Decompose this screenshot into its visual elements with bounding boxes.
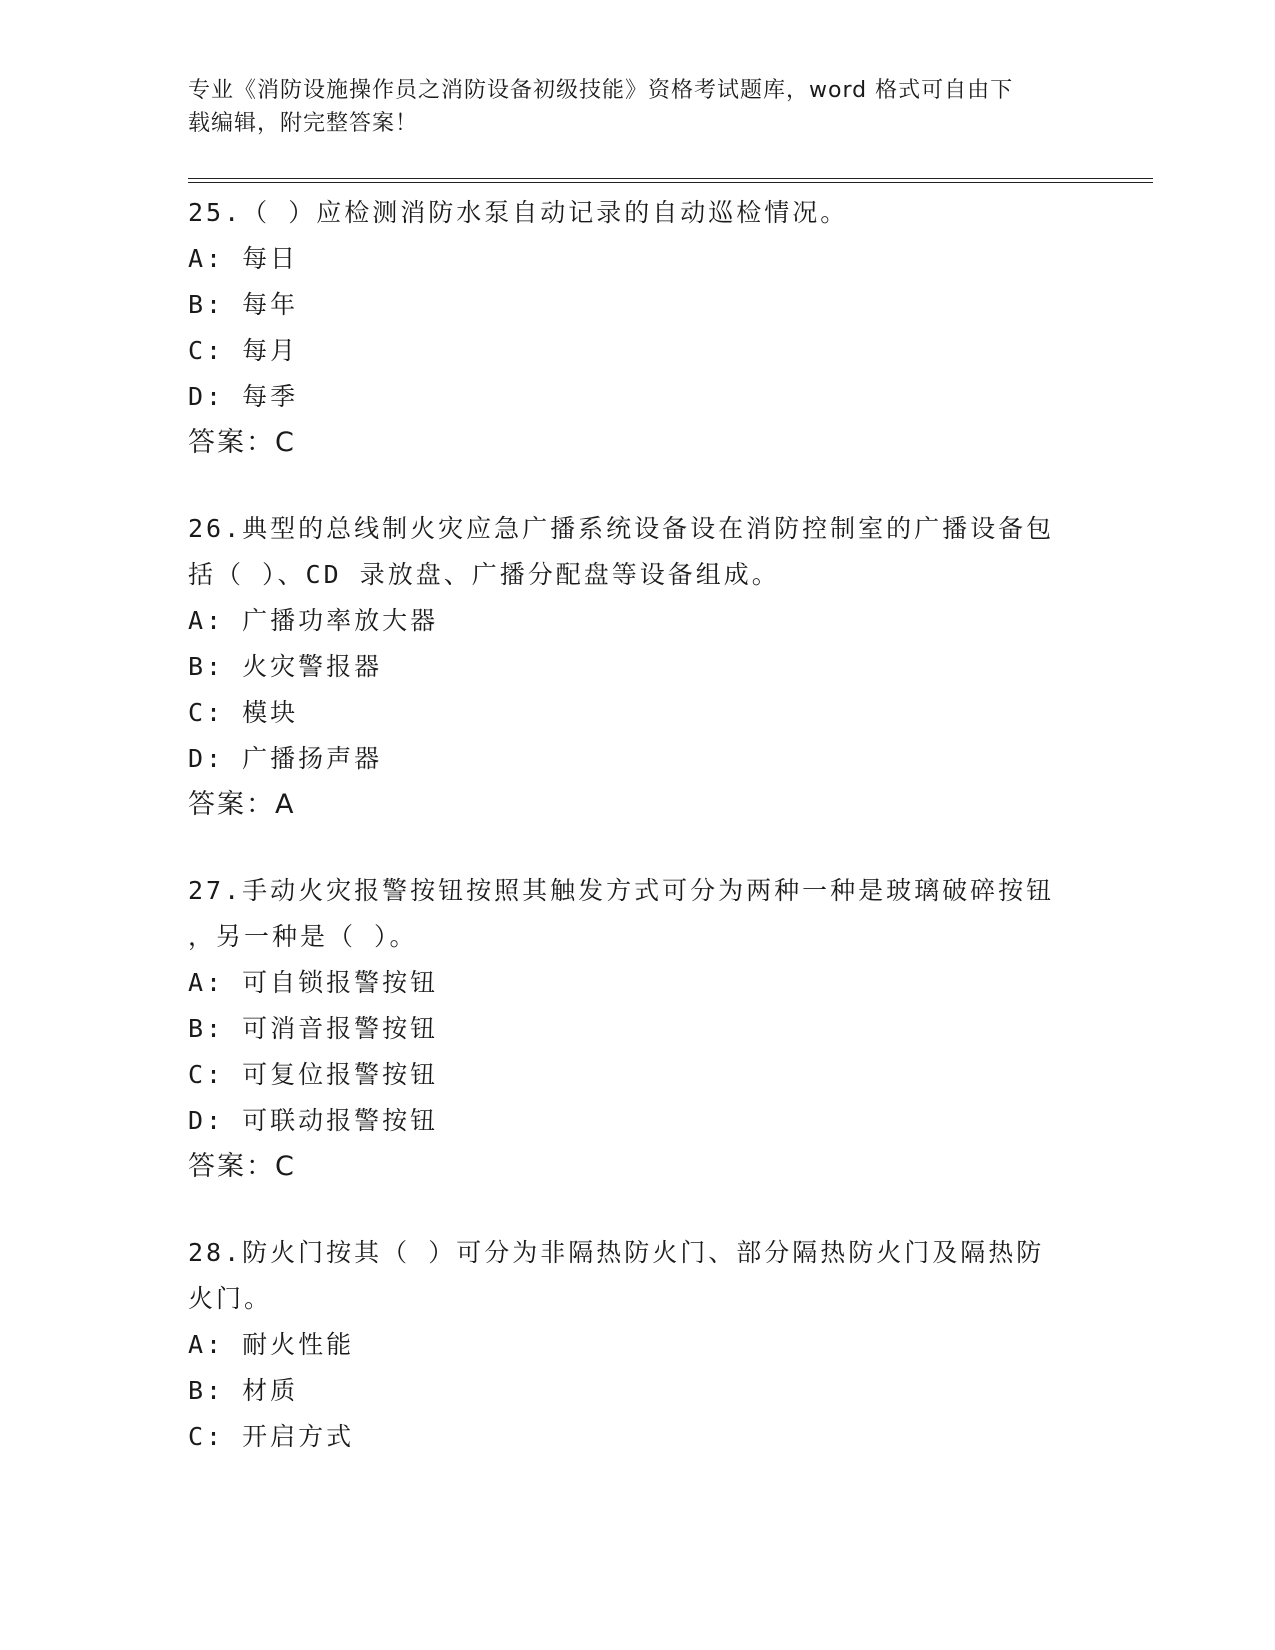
question-option: D: 每季 — [188, 382, 299, 411]
header-line-1: 专业《消防设施操作员之消防设备初级技能》资格考试题库，word 格式可自由下 — [188, 78, 1014, 103]
question-option: B: 材质 — [188, 1376, 299, 1405]
header-line-2: 载编辑，附完整答案！ — [188, 111, 419, 136]
question-option: A: 可自锁报警按钮 — [188, 968, 439, 997]
question-option: A: 广播功率放大器 — [188, 606, 439, 635]
question-option: B: 每年 — [188, 290, 299, 319]
question-option: B: 火灾警报器 — [188, 652, 383, 681]
question-stem-line: 括（ ）、CD 录放盘、广播分配盘等设备组成。 — [188, 560, 780, 589]
question-option: A: 每日 — [188, 244, 299, 273]
question-stem-line: 27.手动火灾报警按钮按照其触发方式可分为两种一种是玻璃破碎按钮 — [188, 876, 1055, 905]
document-header — [188, 74, 1068, 140]
question-stem-line: 26.典型的总线制火灾应急广播系统设备设在消防控制室的广播设备包 — [188, 514, 1055, 543]
question-stem-line: 火门。 — [188, 1284, 273, 1313]
question-option: A: 耐火性能 — [188, 1330, 355, 1359]
question-option: B: 可消音报警按钮 — [188, 1014, 439, 1043]
question-1 — [188, 190, 1088, 466]
question-stem-line: 25.（ ）应检测消防水泵自动记录的自动巡检情况。 — [188, 198, 849, 227]
question-option: D: 广播扬声器 — [188, 744, 383, 773]
question-list — [188, 190, 1088, 1500]
question-answer: 答案：C — [188, 427, 296, 458]
header-rule-top — [188, 178, 1153, 179]
question-answer: 答案：C — [188, 1151, 296, 1182]
question-2 — [188, 506, 1088, 828]
header-rule-bottom — [188, 182, 1153, 183]
question-3 — [188, 868, 1088, 1190]
question-option: D: 可联动报警按钮 — [188, 1106, 439, 1135]
question-stem-line: 28.防火门按其（ ）可分为非隔热防火门、部分隔热防火门及隔热防 — [188, 1238, 1045, 1267]
question-4 — [188, 1230, 1088, 1460]
question-stem-line: ，另一种是（ ）。 — [188, 922, 418, 951]
question-option: C: 开启方式 — [188, 1422, 355, 1451]
question-option: C: 模块 — [188, 698, 299, 727]
question-answer: 答案：A — [188, 789, 296, 820]
question-option: C: 可复位报警按钮 — [188, 1060, 439, 1089]
question-option: C: 每月 — [188, 336, 299, 365]
